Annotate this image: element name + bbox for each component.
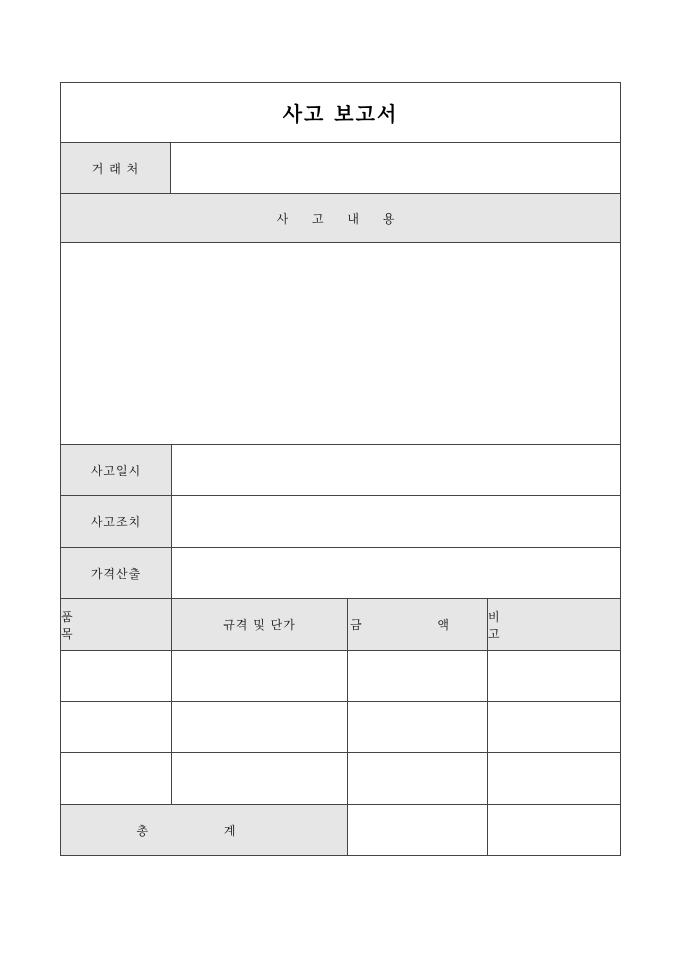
remarks-cell[interactable] (488, 702, 620, 752)
remarks-cell[interactable] (488, 651, 620, 701)
price-calculation-label: 가격산출 (61, 548, 172, 598)
remarks-cell[interactable] (488, 753, 620, 804)
spec-unit-price-cell[interactable] (172, 753, 348, 804)
amount-cell[interactable] (348, 651, 488, 701)
table-row (61, 702, 620, 753)
price-calculation-row (61, 548, 620, 599)
title-row (61, 83, 620, 143)
amount-cell[interactable] (348, 702, 488, 752)
incident-details-content-row (61, 243, 620, 445)
amount-cell[interactable] (348, 753, 488, 804)
document-title: 사고 보고서 (282, 102, 399, 126)
header-remarks: 비 고 (488, 609, 536, 641)
client-field[interactable] (171, 143, 620, 193)
spec-unit-price-cell[interactable] (172, 702, 348, 752)
total-remarks-cell[interactable] (488, 805, 620, 855)
incident-datetime-label: 사고일시 (61, 445, 172, 495)
header-item: 품 목 (61, 599, 172, 650)
client-row (61, 143, 620, 194)
table-row (61, 651, 620, 702)
price-calculation-field[interactable] (172, 548, 620, 598)
total-label: 총 계 (61, 805, 348, 855)
item-cell[interactable] (61, 702, 172, 752)
incident-measures-row (61, 496, 620, 548)
incident-details-label: 사 고 내 용 (276, 211, 405, 226)
incident-details-header-row (61, 194, 620, 243)
header-spec-unit-price: 규격 및 단가 (172, 599, 348, 650)
client-label: 거 래 처 (61, 143, 171, 193)
incident-measures-label: 사고조치 (61, 496, 172, 547)
total-amount-cell[interactable] (348, 805, 488, 855)
incident-report-form (60, 82, 621, 856)
incident-datetime-field[interactable] (172, 445, 620, 495)
item-cell[interactable] (61, 753, 172, 804)
table-row (61, 753, 620, 805)
incident-measures-field[interactable] (172, 496, 620, 547)
item-cell[interactable] (61, 651, 172, 701)
items-table-header-row (61, 599, 620, 651)
total-row (61, 805, 620, 855)
spec-unit-price-cell[interactable] (172, 651, 348, 701)
header-amount: 금 액 (348, 599, 488, 650)
incident-datetime-row (61, 445, 620, 496)
incident-details-field[interactable] (61, 243, 620, 444)
